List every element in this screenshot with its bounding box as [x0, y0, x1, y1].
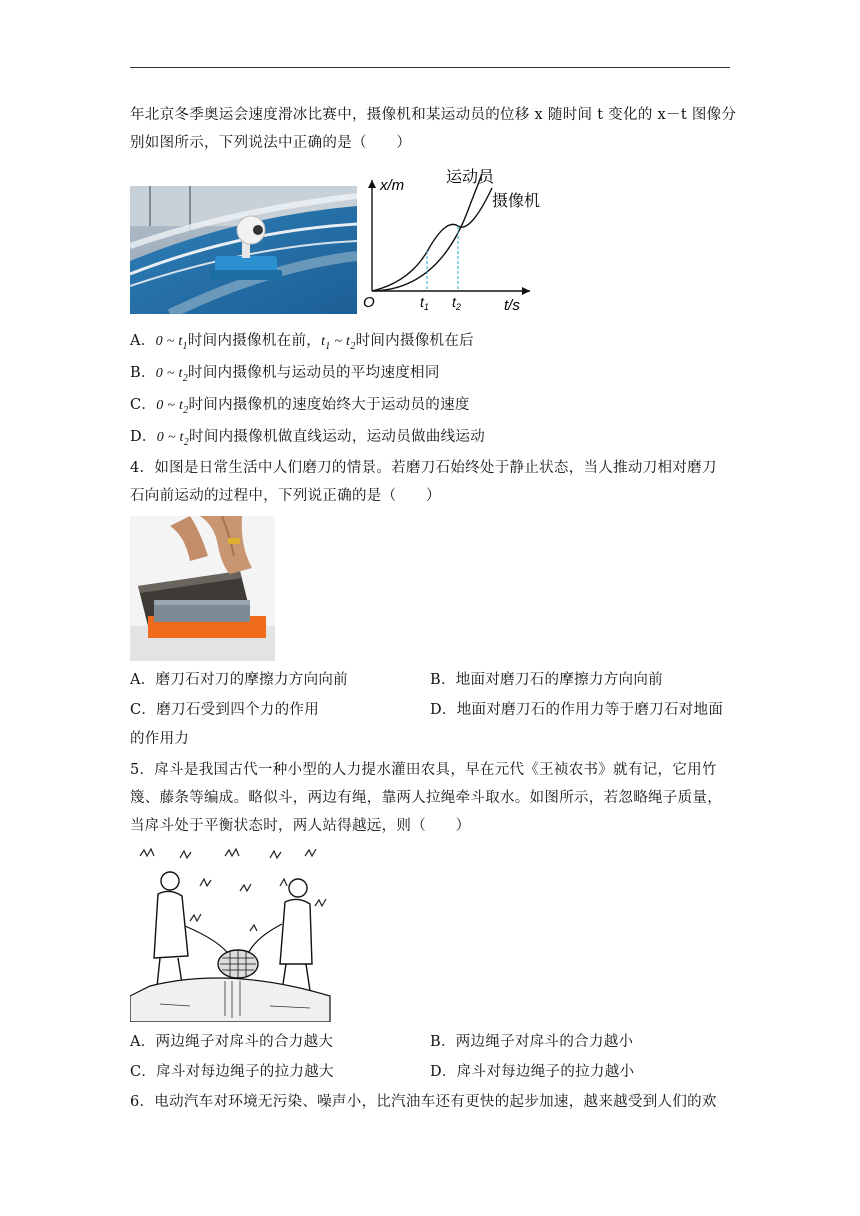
- q3-option-a[interactable]: A．0 ~ $t_1$时间内摄像机在前，$t_1$ ~ $t_2$时间内摄像机在后: [130, 333, 474, 352]
- y-axis-arrow: [368, 180, 376, 188]
- camera-curve: [372, 188, 492, 291]
- t1-label: $t_1$: [420, 294, 429, 312]
- q3-option-c[interactable]: C．0 ~ $t_2$时间内摄像机的速度始终大于运动员的速度: [130, 397, 470, 416]
- t2-label: $t_2$: [452, 294, 461, 312]
- x-axis-arrow: [522, 287, 530, 295]
- q5-option-d[interactable]: D．戽斗对每边绳子的拉力越小: [430, 1064, 635, 1080]
- q3-line-1: 年北京冬季奥运会速度滑冰比赛中，摄像机和某运动员的位移 x 随时间 t 变化的 x－t 图像分: [130, 107, 737, 123]
- q4-option-d[interactable]: D．地面对磨刀石的作用力等于磨刀石对地面: [430, 702, 724, 718]
- q5-option-a[interactable]: A．两边绳子对戽斗的合力越大: [130, 1034, 334, 1050]
- q4-option-a[interactable]: A．磨刀石对刀的摩擦力方向向前: [130, 672, 348, 688]
- q4-option-b[interactable]: B．地面对磨刀石的摩擦力方向向前: [430, 672, 663, 688]
- q4-option-c[interactable]: C．磨刀石受到四个力的作用: [130, 702, 319, 718]
- knife-sharpening-photo: [130, 516, 275, 661]
- origin-label: O: [363, 294, 375, 311]
- q3-option-b[interactable]: B．0 ~ $t_2$时间内摄像机与运动员的平均速度相同: [130, 365, 440, 384]
- x-axis-label: t/s: [504, 297, 520, 314]
- hudou-woodcut-illustration: [130, 846, 335, 1022]
- camera-curve-label: 摄像机: [492, 193, 541, 210]
- q3-option-d[interactable]: D．0 ~ $t_2$时间内摄像机做直线运动，运动员做曲线运动: [130, 429, 486, 448]
- q5-option-c[interactable]: C．戽斗对每边绳子的拉力越大: [130, 1064, 334, 1080]
- y-axis-label: x/m: [380, 177, 405, 194]
- q5-line-3: 当戽斗处于平衡状态时，两人站得越远，则（ ）: [130, 818, 471, 834]
- q5-option-b[interactable]: B．两边绳子对戽斗的合力越小: [430, 1034, 634, 1050]
- q4-line-1: 4．如图是日常生活中人们磨刀的情景。若磨刀石始终处于静止状态，当人推动刀相对磨刀: [130, 460, 717, 476]
- q3-line-2: 别如图所示，下列说法中正确的是（ ）: [130, 135, 412, 151]
- q5-line-2: 篾、藤条等编成。略似斗，两边有绳，靠两人拉绳牵斗取水。如图所示，若忽略绳子质量，: [130, 790, 722, 806]
- q5-line-1: 5．戽斗是我国古代一种小型的人力提水灌田农具，早在元代《王祯农书》就有记，它用竹: [130, 762, 717, 778]
- q4-option-d-continued: 的作用力: [130, 731, 190, 747]
- xt-graph: [360, 160, 560, 320]
- camera-rail-photo: [130, 186, 357, 314]
- q6-line-1: 6．电动汽车对环境无污染、噪声小，比汽油车还有更快的起步加速，越来越受到人们的欢: [130, 1094, 717, 1110]
- q4-line-2: 石向前运动的过程中，下列说正确的是（ ）: [130, 488, 441, 504]
- header-rule: [130, 67, 730, 68]
- athlete-curve-label: 运动员: [446, 169, 495, 186]
